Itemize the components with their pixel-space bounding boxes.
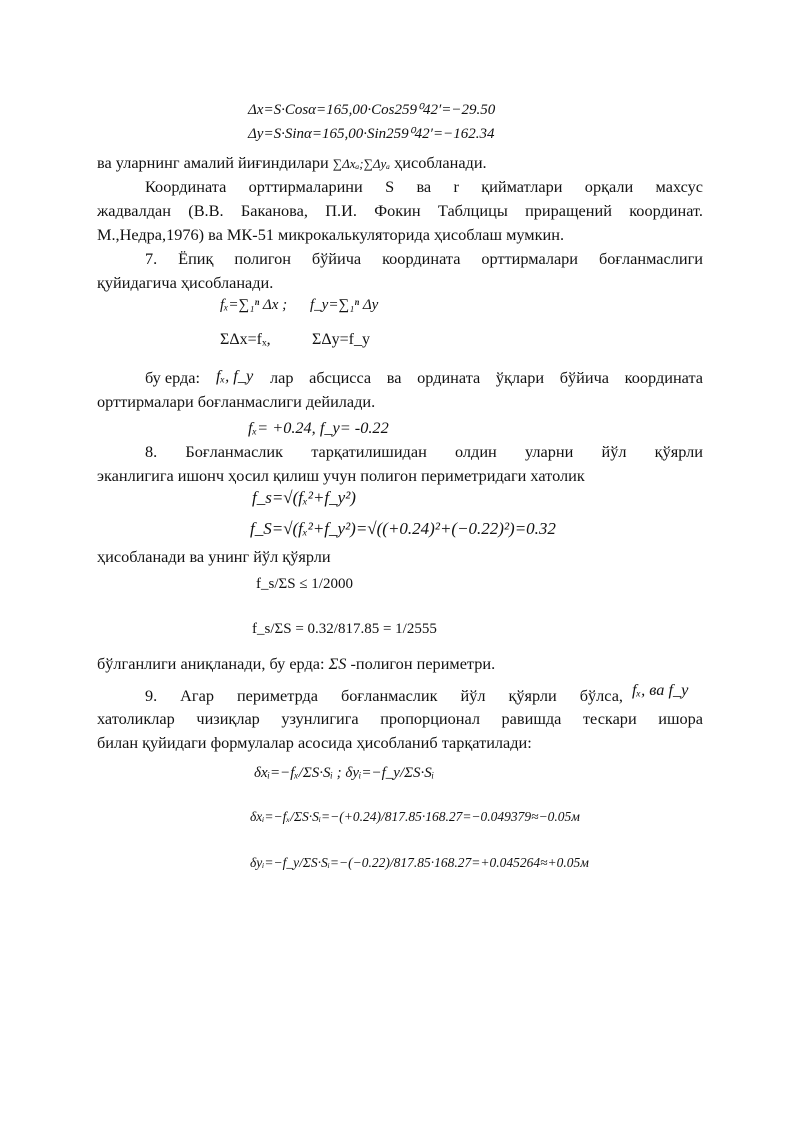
paragraph-6-end: -полигон периметри. [350, 654, 496, 673]
paragraph-6-start: бўлганлиги аниқланади, бу ерда: [97, 654, 325, 673]
formula-dy: Δy=S·Sinα=165,00·Sin259⁰42′=−162.34 [248, 126, 495, 142]
paragraph-4-line-2: эканлигига ишонч ҳосил қилиш учун полигон периметридаги хатолик [97, 466, 585, 485]
formula-fx-fy-values [248, 416, 389, 440]
formula-fs-calc: f_S=√(fₓ²+f_y²)=√((+0.24)²+(−0.22)²)=0.32 [250, 519, 556, 538]
formula-dx: Δx=S·Cosα=165,00·Cos259⁰42′=−29.50 [248, 102, 496, 118]
paragraph-7-line-2: хатоликлар чизиқлар узунлигига пропорционал равишда тескари ишора [97, 709, 703, 728]
paragraph-1-line-2: жадвалдан (В.В. Баканова, П.И. Фокин Таблцицы приращений координат. [97, 201, 703, 220]
formula-fs-def: f_s=√(fₓ²+f_y²) [252, 488, 356, 507]
formula-ratio-1: f_s/ΣS ≤ 1/2000 [256, 576, 353, 592]
formula-fy-def: f_y=∑₁ⁿ Δy [310, 297, 379, 313]
formula-fx-fy-inline: fₓ, ва f_y [632, 680, 689, 699]
formula-inline-sums: ∑Δxₐ;∑Δyₐ [332, 156, 391, 171]
line1-end: ҳисобланади. [394, 153, 487, 172]
paragraph-5: ҳисобланади ва унинг йўл қўярли [97, 547, 331, 566]
formula-sum-dx: ΣΔx=fₓ, [220, 331, 271, 348]
formula-fx-value: fₓ= +0.24, [248, 418, 316, 437]
formula-fy-value: f_y= -0.22 [319, 418, 389, 437]
paragraph-1-line-1: Координата орттирмаларини S ва r қийматлари орқали махсус [145, 177, 703, 196]
formula-perimeter: ΣS [328, 654, 347, 673]
paragraph-3-line-1: лар абсцисса ва ордината ўқлари бўйича координата [270, 368, 703, 387]
formula-fx-def: fₓ=∑₁ⁿ Δx ; [220, 297, 288, 313]
formula-sum-dy: ΣΔy=f_y [312, 331, 370, 348]
formula-ratio-2: f_s/ΣS = 0.32/817.85 = 1/2555 [252, 621, 437, 637]
paragraph-4-line-1: 8. Боғланмаслик тарқатилишидан олдин уларни йўл қўярли [145, 442, 703, 461]
formula-delta-y-calc: δyᵢ=−f_y/ΣS·Sᵢ=−(−0.22)/817.85·168.27=+0.045264≈+0.05м [250, 855, 589, 870]
paragraph-3-start: бу ерда: [145, 368, 201, 387]
paragraph-2-line-1: 7. Ёпиқ полигон бўйича координата орттирмалари боғланмаслиги [145, 249, 703, 268]
paragraph-6-line [97, 652, 495, 676]
text-line-1 [97, 151, 487, 176]
paragraph-2-line-2: қуйидагича ҳисобланади. [97, 273, 274, 292]
paragraph-3-line-2: орттирмалари боғланмаслиги дейилади. [97, 392, 376, 411]
paragraph-7-line-3: билан қуйидаги формулалар асосида ҳисобланиб тарқатилади: [97, 733, 532, 752]
formula-delta-general: δxᵢ=−fₓ/ΣS·Sᵢ ; δyᵢ=−f_y/ΣS·Sᵢ [254, 765, 435, 781]
line1-text: ва уларнинг амалий йиғиндилари [97, 153, 329, 172]
paragraph-7-line-1: 9. Агар периметрда боғланмаслик йўл қўярли бўлса, [145, 686, 623, 705]
formula-delta-x-calc: δxᵢ=−fₓ/ΣS·Sᵢ=−(+0.24)/817.85·168.27=−0.049379≈−0.05м [250, 809, 580, 824]
paragraph-1-line-3: М.,Недра,1976) ва МК-51 микрокалькуляторида ҳисоблаш мумкин. [97, 225, 565, 244]
formula-fx-fy-label: fₓ, f_y [216, 366, 254, 385]
